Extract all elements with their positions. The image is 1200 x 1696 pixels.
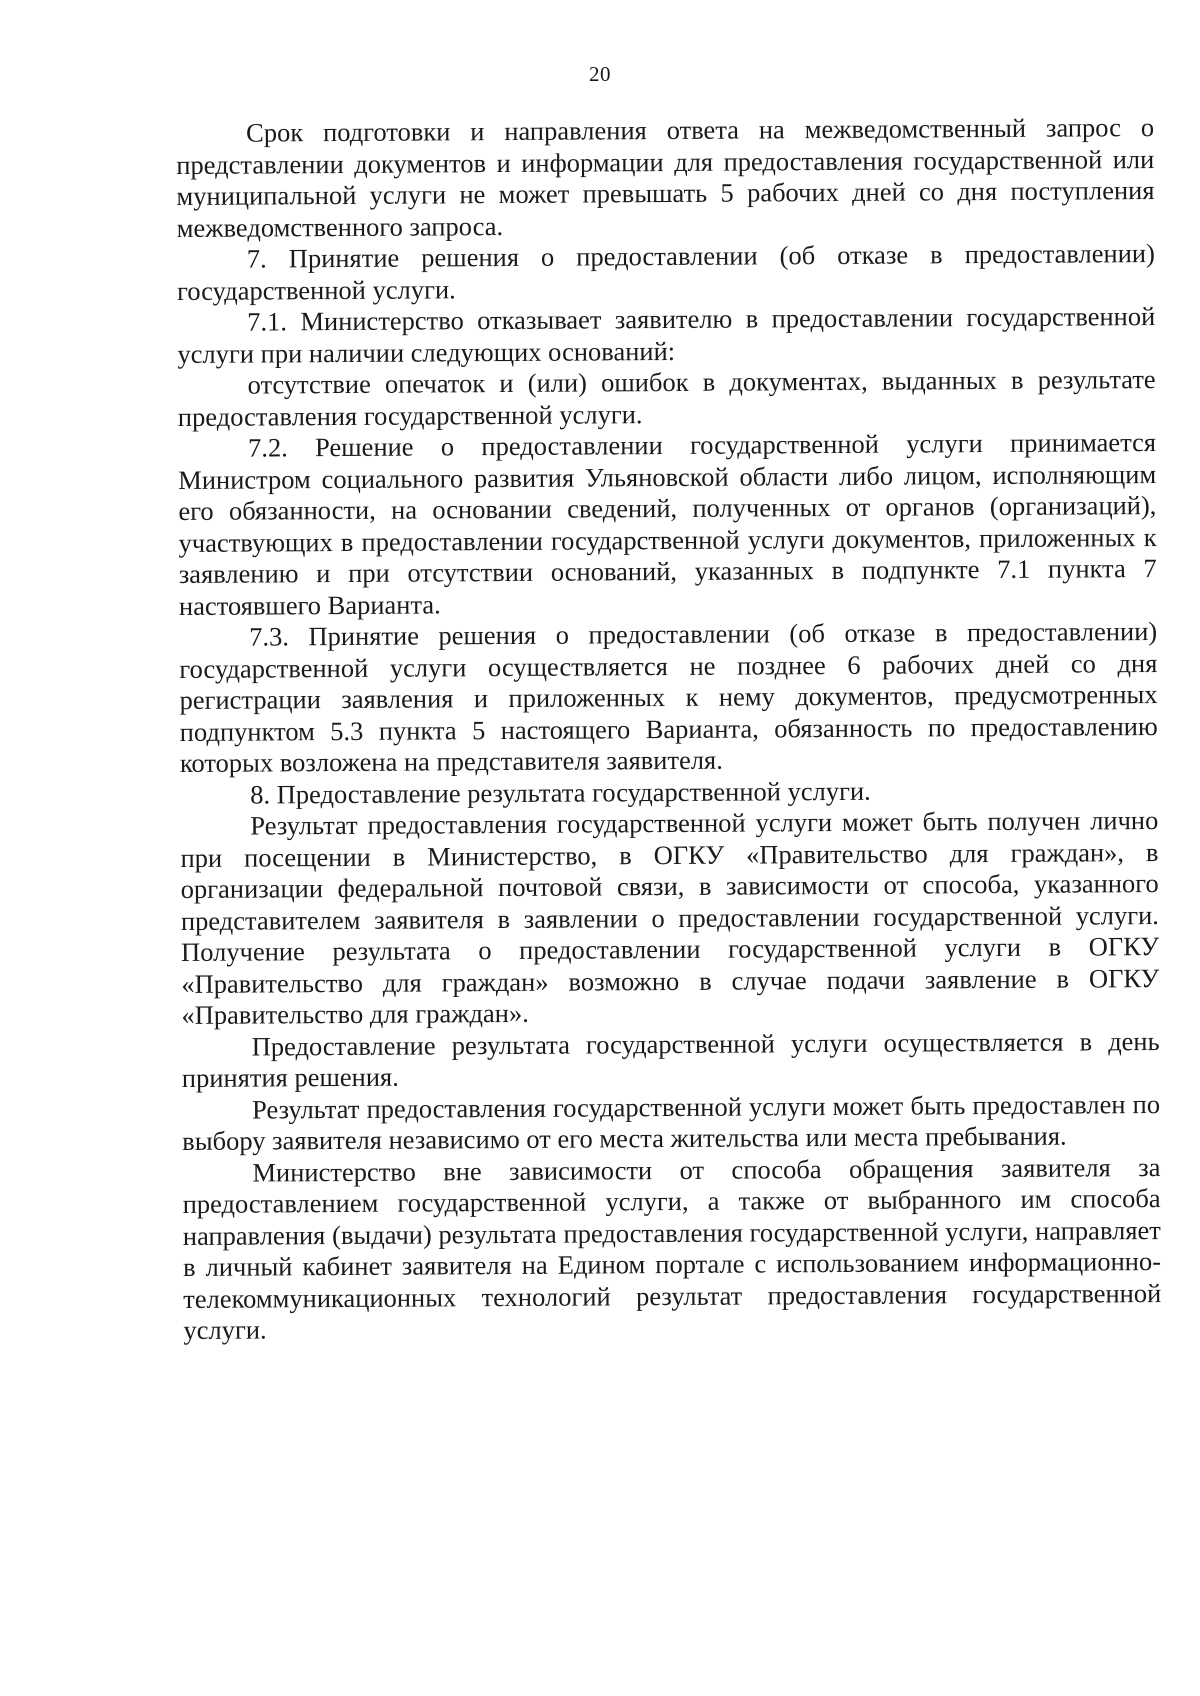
- paragraph-section-7-heading: 7. Принятие решения о предоставлении (об отказе в предоставлении) государственной услуги.: [176, 238, 1155, 306]
- paragraph-result-timing: Предоставление результата государственной услуги осуществляется в день принятия решения.: [181, 1025, 1160, 1093]
- paragraph-7-2: 7.2. Решение о предоставлении государственной услуги принимается Министром социального развития Ульяновской области либо лицом, исполняющим его обязанности, на основании сведений, полученных от органов (организаций), участвующих в предоставлении государственной услуги документов, приложенных к заявлению и при отсутствии оснований, указанных в подпункте 7.1 пункта 7 настоявшего Варианта.: [178, 427, 1157, 621]
- paragraph-result-receipt: Результат предоставления государственной услуги может быть получен лично при посещении в Министерство, в ОГКУ «Правительство для граждан», в организации федеральной почтовой связи, в зависимости от способа, указанного представителем заявителя в заявлении о предоставлении государственной услуги. Получение результата о предоставлении государственной услуги в ОГКУ «Правительство для граждан» возможно в случае подачи заявление в ОГКУ «Правительство для граждан».: [180, 805, 1160, 1030]
- paragraph-7-3: 7.3. Принятие решения о предоставлении (об отказе в предоставлении) государственной услуги осуществляется не позднее 6 рабочих дней со дня регистрации заявления и приложенных к нему документов, предусмотренных подпунктом 5.3 пункта 5 настоящего Варианта, обязанность по предоставлению которых возложена на представителя заявителя.: [179, 616, 1158, 778]
- paragraph-personal-account: Министерство вне зависимости от способа обращения заявителя за предоставлением государственной услуги, а также от выбранного им способа направления (выдачи) результата предоставления государственной услуги, направляет в личный кабинет заявителя на Едином портале с использованием информационно-телекоммуникационных технологий результат предоставления государственной услуги.: [182, 1151, 1162, 1345]
- paragraph-refusal-ground: отсутствие опечаток и (или) ошибок в документах, выданных в результате предоставления государственной услуги.: [177, 364, 1156, 432]
- document-body: [176, 112, 1161, 1346]
- paragraph-interagency-deadline: Срок подготовки и направления ответа на межведомственный запрос о представлении документов и информации для предоставления государственной или муниципальной услуги не может превышать 5 рабочих дней со дня поступления межведомственного запроса.: [176, 112, 1155, 243]
- paragraph-section-8-heading: 8. Предоставление результата государственной услуги.: [250, 775, 871, 810]
- paragraph-result-choice: Результат предоставления государственной услуги может быть предоставлен по выбору заявителя независимо от его места жительства или места пребывания.: [182, 1088, 1161, 1156]
- page-number: 20: [589, 62, 611, 86]
- paragraph-7-1: 7.1. Министерство отказывает заявителю в предоставлении государственной услуги при наличии следующих оснований:: [177, 301, 1156, 369]
